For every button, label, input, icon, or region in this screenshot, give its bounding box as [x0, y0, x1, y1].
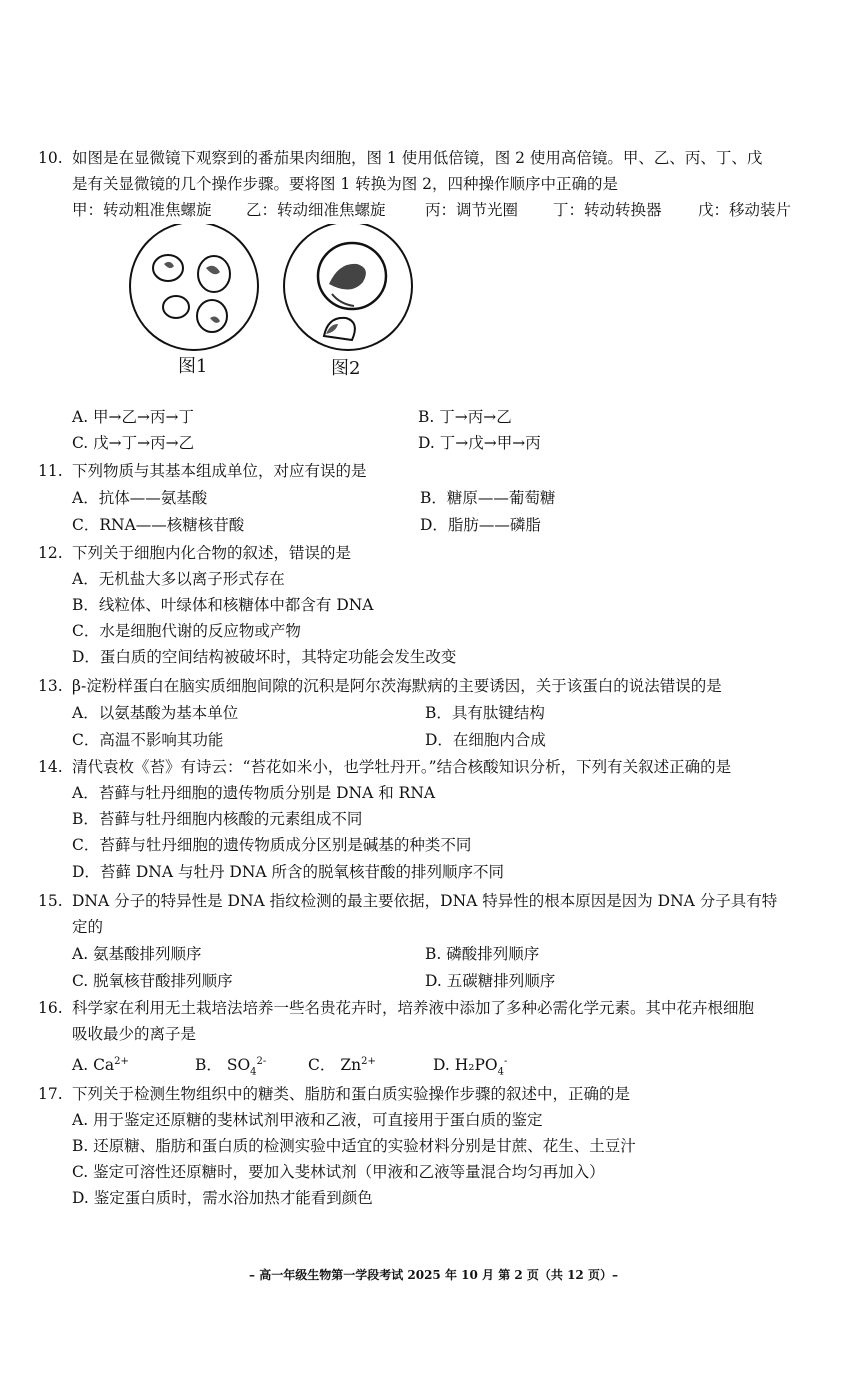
q17-option-c: C. 鉴定可溶性还原糖时，要加入斐林试剂（甲液和乙液等量混合均匀再加入） — [72, 1163, 605, 1181]
q16-line2: 吸收最少的离子是 — [72, 1025, 197, 1043]
figure-2-caption: 图2 — [331, 358, 361, 379]
q11-stem: 11. 下列物质与其基本组成单位，对应有误的是 — [38, 462, 367, 480]
q11-option-b: B．糖原——葡萄糖 — [420, 489, 556, 507]
q10-step-ding: 丁：转动转换器 — [553, 201, 662, 219]
q10-line1: 10. 如图是在显微镜下观察到的番茄果肉细胞，图 1 使用低倍镜，图 2 使用高倍镜。甲、乙、丙、丁、戊 — [38, 149, 763, 167]
q13-option-a: A．以氨基酸为基本单位 — [72, 704, 239, 722]
q14-option-b: B．苔藓与牡丹细胞内核酸的元素组成不同 — [72, 810, 363, 828]
q11-option-c: C．RNA——核糖核苷酸 — [72, 516, 245, 534]
q12-stem: 12. 下列关于细胞内化合物的叙述，错误的是 — [38, 544, 352, 562]
q15-option-d: D. 五碳糖排列顺序 — [425, 972, 556, 990]
q11-option-d: D．脂肪——磷脂 — [420, 516, 541, 534]
q13-option-d: D．在细胞内合成 — [425, 731, 546, 749]
q12-option-a: A．无机盐大多以离子形式存在 — [72, 570, 285, 588]
q14-option-c: C．苔藓与牡丹细胞的遗传物质成分区别是碱基的种类不同 — [72, 836, 472, 854]
q10-line2: 是有关显微镜的几个操作步骤。要将图 1 转换为图 2，四种操作顺序中正确的是 — [72, 175, 619, 193]
q15-option-b: B. 磷酸排列顺序 — [425, 945, 540, 963]
q10-option-a: A. 甲→乙→丙→丁 — [72, 408, 195, 426]
q15-option-a: A. 氨基酸排列顺序 — [72, 945, 202, 963]
q14-option-d: D．苔藓 DNA 与牡丹 DNA 所含的脱氧核苷酸的排列顺序不同 — [72, 863, 505, 881]
q13-option-b: B．具有肽键结构 — [425, 704, 545, 722]
q13-stem: 13. β-淀粉样蛋白在脑实质细胞间隙的沉积是阿尔茨海默病的主要诱因，关于该蛋白的说法错误的是 — [38, 677, 722, 695]
figure-1-low-power — [130, 224, 258, 350]
q16-line1: 16. 科学家在利用无土栽培法培养一些名贵花卉时，培养液中添加了多种必需化学元素。其中花卉根细胞 — [38, 999, 755, 1017]
microscope-figures — [124, 224, 424, 354]
q12-option-c: C．水是细胞代谢的反应物或产物 — [72, 622, 301, 640]
q15-line2: 定的 — [72, 918, 104, 936]
q10-step-jia: 甲：转动粗准焦螺旋 — [72, 201, 212, 219]
q12-option-b: B．线粒体、叶绿体和核糖体中都含有 DNA — [72, 596, 374, 614]
q16-option-c: C． $Zn^{2+}$ — [308, 1056, 376, 1075]
q16-option-b: B． $SO_4^{2-}$ — [195, 1056, 267, 1078]
q17-option-a: A. 用于鉴定还原糖的斐林试剂甲液和乙液，可直接用于蛋白质的鉴定 — [72, 1111, 543, 1129]
figure-2-high-power — [284, 224, 412, 350]
q10-option-b: B. 丁→丙→乙 — [418, 408, 512, 426]
q10-step-wu: 戊：移动装片 — [698, 201, 792, 219]
q10-step-yi: 乙：转动细准焦螺旋 — [246, 201, 386, 219]
q17-stem: 17. 下列关于检测生物组织中的糖类、脂肪和蛋白质实验操作步骤的叙述中，正确的是 — [38, 1085, 631, 1103]
q12-option-d: D．蛋白质的空间结构被破坏时，其特定功能会发生改变 — [72, 648, 457, 666]
q16-option-a: A. $Ca^{2+}$ — [72, 1056, 129, 1075]
q17-option-d: D. 鉴定蛋白质时，需水浴加热才能看到颜色 — [72, 1189, 373, 1207]
q10-option-d: D. 丁→戊→甲→丙 — [418, 434, 541, 452]
q15-line1: 15. DNA 分子的特异性是 DNA 指纹检测的最主要依据，DNA 特异性的根本原因是因为 DNA 分子具有特 — [38, 892, 778, 910]
q17-option-b: B. 还原糖、脂肪和蛋白质的检测实验中适宜的实验材料分别是甘蔗、花生、土豆汁 — [72, 1137, 636, 1155]
q14-stem: 14. 清代袁枚《苔》有诗云：“苔花如米小，也学牡丹开。”结合核酸知识分析，下列有关叙述正确的是 — [38, 758, 732, 776]
figure-1-caption: 图1 — [178, 356, 208, 377]
q15-option-c: C. 脱氧核苷酸排列顺序 — [72, 972, 233, 990]
q10-step-bing: 丙：调节光圈 — [425, 201, 519, 219]
q10-option-c: C. 戊→丁→丙→乙 — [72, 434, 195, 452]
page-footer: – 高一年级生物第一学段考试 2025 年 10 月 第 2 页（共 12 页）– — [249, 1268, 618, 1282]
q16-option-d: D. $H_2PO_4^-$ — [433, 1056, 508, 1078]
q13-option-c: C．高温不影响其功能 — [72, 731, 224, 749]
q14-option-a: A．苔藓与牡丹细胞的遗传物质分别是 DNA 和 RNA — [72, 784, 436, 802]
q11-option-a: A．抗体——氨基酸 — [72, 489, 208, 507]
